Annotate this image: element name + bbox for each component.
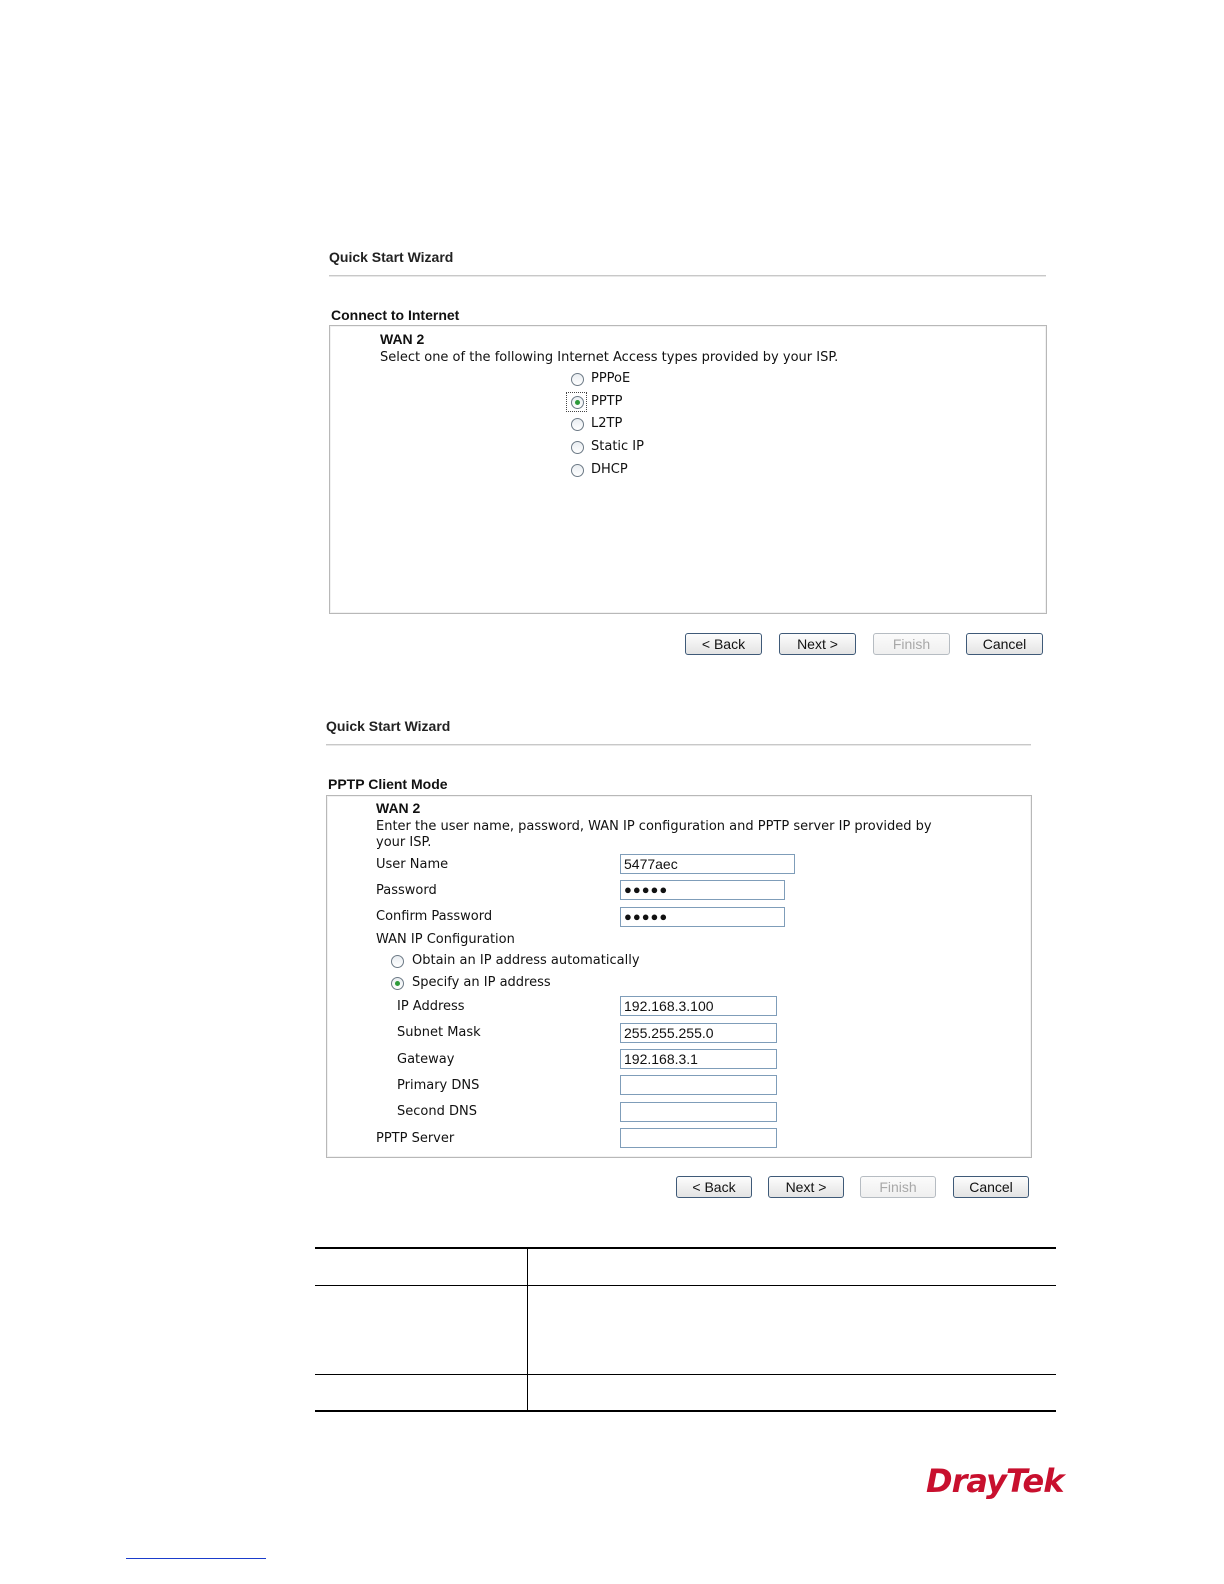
wizard1-cancel-button[interactable]: Cancel	[966, 633, 1043, 655]
radio-specify-ip[interactable]	[391, 977, 404, 990]
primary-dns-label: Primary DNS	[397, 1078, 480, 1093]
primary-dns-input[interactable]	[620, 1075, 777, 1095]
radio-l2tp-label: L2TP	[591, 416, 623, 431]
wizard2-back-button[interactable]: < Back	[676, 1176, 752, 1198]
radio-dhcp-label: DHCP	[591, 462, 628, 477]
table-bottom-rule	[315, 1410, 1056, 1412]
pptp-server-label: PPTP Server	[376, 1131, 455, 1146]
gateway-input[interactable]: 192.168.3.1	[620, 1049, 777, 1069]
radio-pptp[interactable]	[571, 396, 584, 409]
wizard1-divider	[329, 275, 1046, 277]
user-name-input[interactable]: 5477aec	[620, 854, 795, 874]
radio-dhcp[interactable]	[571, 464, 584, 477]
radio-static-ip-label: Static IP	[591, 439, 644, 454]
second-dns-label: Second DNS	[397, 1104, 477, 1119]
radio-static-ip[interactable]	[571, 441, 584, 454]
table-header-rule	[315, 1285, 1056, 1286]
wizard2-next-button[interactable]: Next >	[768, 1176, 844, 1198]
wizard1-finish-button[interactable]: Finish	[873, 633, 950, 655]
wizard2-finish-button[interactable]: Finish	[860, 1176, 936, 1198]
pptp-server-input[interactable]	[620, 1128, 777, 1148]
second-dns-input[interactable]	[620, 1102, 777, 1122]
table-top-rule	[315, 1247, 1056, 1249]
wizard1-panel	[329, 325, 1047, 614]
wizard1-section-label: Connect to Internet	[331, 307, 460, 323]
password-input[interactable]: ●●●●●	[620, 880, 785, 900]
radio-pptp-label: PPTP	[591, 394, 623, 409]
user-name-label: User Name	[376, 857, 449, 872]
wizard1-instruction: Select one of the following Internet Access types provided by your ISP.	[380, 350, 839, 365]
confirm-password-label: Confirm Password	[376, 909, 493, 924]
wizard1-back-button[interactable]: < Back	[685, 633, 762, 655]
wizard2-section-label: PPTP Client Mode	[328, 776, 448, 792]
wizard2-divider	[326, 744, 1031, 746]
wizard2-title: Quick Start Wizard	[326, 718, 451, 734]
table-row-rule	[315, 1374, 1056, 1375]
password-label: Password	[376, 883, 437, 898]
draytek-logo: DrayTek	[926, 1462, 1064, 1500]
radio-pppoe[interactable]	[571, 373, 584, 386]
wizard2-instruction-line2: your ISP.	[376, 835, 432, 850]
wizard2-instruction-line1: Enter the user name, password, WAN IP configuration and PPTP server IP provided by	[376, 819, 932, 834]
subnet-mask-label: Subnet Mask	[397, 1025, 481, 1040]
wizard2-cancel-button[interactable]: Cancel	[953, 1176, 1029, 1198]
confirm-password-input[interactable]: ●●●●●	[620, 907, 785, 927]
wizard1-next-button[interactable]: Next >	[779, 633, 856, 655]
radio-specify-ip-label: Specify an IP address	[412, 975, 551, 990]
ip-address-label: IP Address	[397, 999, 465, 1014]
radio-obtain-auto[interactable]	[391, 955, 404, 968]
wizard1-wan-label: WAN 2	[380, 331, 425, 347]
wizard2-wan-label: WAN 2	[376, 800, 421, 816]
radio-obtain-auto-label: Obtain an IP address automatically	[412, 953, 640, 968]
subnet-mask-input[interactable]: 255.255.255.0	[620, 1023, 777, 1043]
footer-link-underline[interactable]	[126, 1558, 266, 1559]
wizard1-title: Quick Start Wizard	[329, 249, 454, 265]
radio-l2tp[interactable]	[571, 418, 584, 431]
wan-ip-config-label: WAN IP Configuration	[376, 932, 515, 947]
ip-address-input[interactable]: 192.168.3.100	[620, 996, 777, 1016]
table-column-divider	[527, 1247, 528, 1412]
gateway-label: Gateway	[397, 1052, 455, 1067]
radio-pppoe-label: PPPoE	[591, 371, 631, 386]
